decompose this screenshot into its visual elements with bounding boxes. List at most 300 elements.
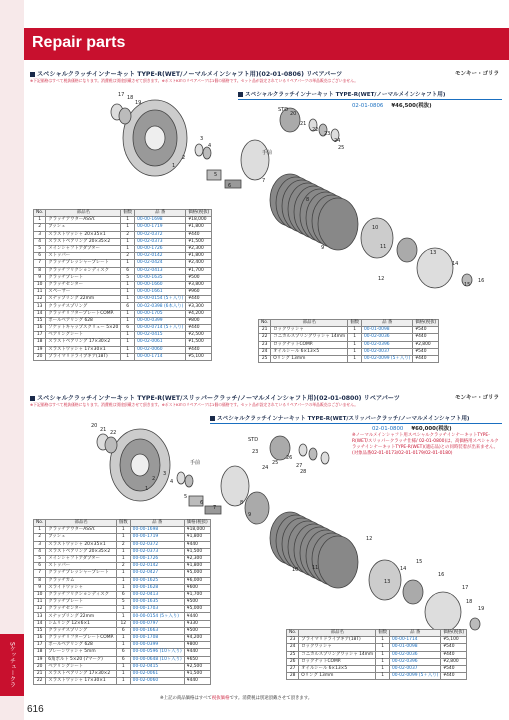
table-cell: 00-00-1628	[130, 584, 184, 591]
callout: 18	[466, 599, 473, 605]
table-cell: ¥5,000	[184, 570, 210, 577]
table-cell: ¥6,000	[184, 577, 210, 584]
callout: 10	[292, 567, 299, 573]
table-cell: 00-00-0797	[130, 620, 184, 627]
table-cell: 1	[376, 637, 390, 644]
callout: 3	[163, 471, 167, 477]
callout: 13	[384, 579, 391, 585]
table-row	[34, 548, 211, 555]
table-cell: 1	[376, 665, 390, 672]
table-cell: 8	[34, 577, 46, 584]
column-header: 価格(税抜)	[441, 630, 467, 637]
table-cell: 00-00-0648 (10ヶ入り)	[130, 656, 184, 663]
table-row	[259, 334, 439, 341]
section2-brand: モンキー・ゴリラ	[454, 395, 499, 401]
table-cell: 10	[34, 281, 46, 288]
sidebar-item-active[interactable]: Sケッチュークラ	[0, 634, 24, 696]
callout: 25	[338, 145, 345, 151]
table-cell: スナップリング 22mm	[46, 613, 117, 620]
table-cell: 00-02-0372	[130, 541, 184, 548]
table-cell: 18	[34, 649, 46, 656]
table-cell: 00-02-0142	[135, 253, 186, 260]
table-cell: 00-00-1635	[135, 274, 186, 281]
section2-note: ※下記価格はすべて税抜価格になります。消費税は別途頂戴させて頂きます。※ポストKITのリペアパーツは1個の価格です。セット品が設定されているリペアパーツの単品販売はございません。	[30, 402, 359, 407]
callout: 23	[324, 131, 331, 137]
table-cell: 17	[34, 642, 46, 649]
table-cell: 00-00-1660	[135, 281, 186, 288]
table-cell: 1	[116, 555, 130, 562]
table-cell: ¥440	[184, 649, 210, 656]
table-cell: ベアリングシート	[46, 663, 117, 670]
callout: 14	[452, 261, 459, 267]
table-cell: 6	[121, 303, 135, 310]
table-cell: 1	[116, 570, 130, 577]
table-row	[34, 599, 211, 606]
table-cell: 1	[116, 548, 130, 555]
table-cell: 00-00-1703	[130, 606, 184, 613]
section2-title: スペシャルクラッチインナーキット TYPE-R(WET/スリッパークラッチ/ノーマルメインシャフト用)(02-01-0800) リペアパーツ	[30, 393, 400, 402]
callout: 13	[430, 250, 437, 256]
column-header: 品 番	[390, 630, 441, 637]
callout: 6	[200, 500, 204, 506]
table-cell: 2	[34, 534, 46, 541]
table-cell: 1	[376, 673, 390, 680]
table-cell: 1	[34, 527, 46, 534]
table-cell: 10	[34, 591, 46, 598]
table-cell: 00-02-0060	[135, 346, 186, 353]
table-cell: 00-02-0373	[135, 238, 186, 245]
table-cell: Oリング 13mm	[299, 673, 376, 680]
callout: 19	[478, 606, 485, 612]
table-cell: クラッチカム	[46, 577, 117, 584]
table-cell: ¥500	[184, 599, 210, 606]
callout: 5	[214, 172, 218, 178]
table-cell: 00-00-0154 (5ヶ入り)	[135, 296, 186, 303]
table-cell: 00-00-0596 (10ヶ入り)	[130, 649, 184, 656]
table-cell: クラッチプレッシャープレート	[46, 260, 121, 267]
table-cell: 28	[287, 673, 299, 680]
table-cell: 00-00-1661	[135, 289, 186, 296]
table-cell: 00-00-1625	[130, 577, 184, 584]
table-cell: Oリング 13mm	[271, 355, 348, 362]
table-cell: スラストワッシャ 17×30×1	[46, 346, 121, 353]
table-cell: 00-00-1698	[135, 217, 186, 224]
table-cell: プライマリドライブギア(18T)	[299, 637, 376, 644]
callout: 19	[135, 100, 142, 106]
table-cell: ボールベアリング 628	[46, 642, 117, 649]
section2-kit-code: 02-01-0800 ¥60,000(税抜)	[372, 426, 452, 432]
table-cell: ロックナットCOMP.	[271, 341, 348, 348]
callout: 3	[200, 136, 204, 142]
table-cell: 5	[121, 274, 135, 281]
table-cell: ¥1,800	[186, 224, 212, 231]
table-cell: ¥440	[413, 355, 439, 362]
section1-brand: モンキー・ゴリラ	[454, 71, 499, 77]
table-cell: オイルシール 6×13×5	[271, 348, 348, 355]
table-cell: ¥18,000	[184, 527, 210, 534]
table-cell: 9	[34, 274, 46, 281]
table-cell: 12	[34, 296, 46, 303]
column-header: 部品名	[299, 630, 376, 637]
table-cell: 1	[116, 642, 130, 649]
table-cell: クラッチプレート	[46, 274, 121, 281]
table-cell: 6	[34, 563, 46, 570]
callout: 8	[240, 500, 244, 506]
table-cell: 1	[348, 355, 362, 362]
table-cell: ベアリングシート	[46, 332, 121, 339]
table-cell: 1	[121, 346, 135, 353]
section1-kit-code: 02-01-0806 ¥46,500(税抜)	[352, 103, 432, 109]
table-cell: 00-00-1719	[130, 534, 184, 541]
table-cell: 1	[116, 663, 130, 670]
table-cell: 19	[34, 346, 46, 353]
callout: 24	[334, 138, 341, 144]
table-cell: 20	[34, 663, 46, 670]
table-cell: 1	[121, 224, 135, 231]
table-cell: 2	[116, 541, 130, 548]
table-cell: 00-02-0413	[135, 267, 186, 274]
table-cell: ¥330	[184, 620, 210, 627]
table-cell: 1	[121, 238, 135, 245]
table-row	[34, 678, 211, 685]
table-row	[34, 527, 211, 534]
table-cell: 1	[116, 584, 130, 591]
section2-kit-title: スペシャルクラッチインナーキット TYPE-R(WET/スリッパークラッチ/ノーマルメインシャフト用)	[210, 414, 469, 422]
table-row	[34, 649, 211, 656]
table-cell: 1	[121, 317, 135, 324]
table-cell: ¥440	[184, 678, 210, 685]
table-cell: 00-00-1708	[130, 635, 184, 642]
table-row	[34, 534, 211, 541]
table-cell: 2	[34, 224, 46, 231]
table-cell: 1	[121, 245, 135, 252]
callout: 17	[118, 92, 125, 98]
table-cell: 00-02-0396	[362, 341, 413, 348]
table-cell: 00-02-0372	[135, 231, 186, 238]
table-cell: 1	[121, 281, 135, 288]
callout: 7	[213, 505, 217, 511]
table-row	[34, 260, 212, 267]
column-header: 品 番	[130, 520, 184, 527]
table-cell: 6	[116, 649, 130, 656]
table-cell: 15	[34, 627, 46, 634]
callout: 27	[296, 463, 303, 469]
table-cell: コニカルスプリングワッシャ 14mm	[271, 334, 348, 341]
table-header-row	[34, 210, 212, 217]
table-cell: 1	[116, 606, 130, 613]
table-cell: 5	[34, 555, 46, 562]
section2-parts-table-b	[286, 629, 467, 680]
table-cell: クラッチリフタープレートCOMP.	[46, 310, 121, 317]
table-cell: クラッチアウターASSY.	[46, 217, 121, 224]
table-cell: ¥500	[186, 274, 212, 281]
table-cell: ¥540	[413, 327, 439, 334]
table-row	[34, 642, 211, 649]
table-row	[34, 317, 212, 324]
table-cell: 6	[116, 656, 130, 663]
table-cell: スラストワッシャ 20×35×1	[46, 231, 121, 238]
table-cell: 00-02-0099 (5ヶ入り)	[390, 673, 441, 680]
callout: STD	[278, 107, 289, 113]
table-header-row	[287, 630, 467, 637]
callout: 21	[100, 427, 107, 433]
callout: 11	[312, 565, 319, 571]
table-cell: クラッチスプリング	[46, 303, 121, 310]
table-cell: 00-00-0399	[135, 317, 186, 324]
table-cell: 00-00-1663	[130, 627, 184, 634]
table-cell: 20	[34, 353, 46, 360]
callout: 16	[438, 572, 445, 578]
table-cell: 00-02-0037	[362, 348, 413, 355]
table-cell: スラストベアリング 20×35×2	[46, 238, 121, 245]
table-cell: ¥1,700	[184, 591, 210, 598]
table-cell: 00-00-1635	[130, 599, 184, 606]
table-cell: 00-02-0415	[130, 663, 184, 670]
table-cell: 6	[116, 591, 130, 598]
table-cell: ¥440	[184, 541, 210, 548]
table-cell: 00-02-0099 (5ヶ入り)	[362, 355, 413, 362]
table-cell: スラストベアリング 17×30×2	[46, 339, 121, 346]
callout: 28	[300, 469, 307, 475]
table-cell: スラストベアリング 17×30×2	[46, 670, 117, 677]
table-row	[259, 348, 439, 355]
table-cell: 00-00-1726	[135, 245, 186, 252]
table-cell: 00-00-1719	[135, 224, 186, 231]
table-cell: 16	[34, 635, 46, 642]
table-cell: 00-01-0098	[390, 644, 441, 651]
table-cell: 18	[34, 339, 46, 346]
table-cell: 4	[34, 238, 46, 245]
table-cell: 11	[34, 599, 46, 606]
table-cell: 14	[34, 310, 46, 317]
callout: 15	[464, 282, 471, 288]
table-cell: 00-02-0142	[130, 563, 184, 570]
callout: 25	[272, 460, 279, 466]
table-cell: ¥540	[441, 644, 467, 651]
table-cell: プレーンワッシャ 5mm	[46, 649, 117, 656]
table-cell: 24	[287, 644, 299, 651]
table-cell: 25	[259, 355, 271, 362]
table-cell: 23	[259, 341, 271, 348]
callout: 手前	[190, 460, 201, 466]
section1-note: ※下記価格はすべて税抜価格になります。消費税は別途頂戴させて頂きます。※ポストKITのリペアパーツは1個の価格です。セット品が設定されているリペアパーツの単品販売はございません。	[30, 78, 359, 83]
column-header: 個数	[116, 520, 130, 527]
table-cell: ブッシュ	[46, 534, 117, 541]
table-row	[287, 644, 467, 651]
table-row	[34, 346, 212, 353]
callout: 1	[172, 163, 176, 169]
table-cell: 24	[259, 348, 271, 355]
section2-compat-note: ※ノーマルメインシャフト用スペシャルクラッチインナーキットTYPE-R(WET/スリッパークラッチ仕様/ 02-01-0800)は、高価格用スペシャルクラッチインナーキットTYPE-R(WET)(適応品)との同時装着が出来ません。(対象品番02-01-0173/02-01-0179/02-01-0180)	[352, 433, 499, 456]
table-cell: 1	[121, 217, 135, 224]
table-cell: 23	[287, 637, 299, 644]
table-cell: 6	[116, 627, 130, 634]
table-cell: クラッチアウターASSY.	[46, 527, 117, 534]
table-cell: クラッチセンター	[46, 606, 117, 613]
table-cell: 25	[287, 651, 299, 658]
table-cell: ¥5,100	[186, 353, 212, 360]
table-row	[34, 281, 212, 288]
table-cell: 5	[116, 599, 130, 606]
section2-parts-table	[33, 519, 211, 685]
table-row	[287, 658, 467, 665]
table-cell: ¥440	[441, 651, 467, 658]
table-cell: 14	[34, 620, 46, 627]
table-cell: ボールベアリング 628	[46, 317, 121, 324]
table-row	[34, 267, 212, 274]
table-cell: 00-02-0061	[135, 339, 186, 346]
table-cell: 16	[34, 325, 46, 332]
table-cell: コニカルスプリングワッシャ 14mm	[299, 651, 376, 658]
table-cell: クラッチプレッシャープレート	[46, 570, 117, 577]
table-cell: ¥1,500	[184, 548, 210, 555]
table-cell: ¥3,800	[186, 281, 212, 288]
table-row	[34, 310, 212, 317]
callout: 26	[286, 455, 293, 461]
table-cell: 21	[34, 670, 46, 677]
table-cell: 00-02-0413	[130, 591, 184, 598]
callout: 15	[416, 559, 423, 565]
table-cell: 00-00-1726	[130, 555, 184, 562]
table-row	[34, 541, 211, 548]
table-cell: ¥440	[186, 346, 212, 353]
table-row	[34, 627, 211, 634]
table-cell: メインシャフトアダプター	[46, 555, 117, 562]
table-cell: 00-00-1698	[130, 527, 184, 534]
section1-title: スペシャルクラッチインナーキット TYPE-R(WET/ノーマルメインシャフト用)(02-01-0806) リペアパーツ	[30, 69, 342, 78]
table-cell: 00-00-1705	[135, 310, 186, 317]
table-cell: ¥2,800	[413, 341, 439, 348]
table-cell: 00-00-0399	[130, 642, 184, 649]
callout: 1	[145, 486, 149, 492]
table-row	[34, 577, 211, 584]
table-cell: 1	[121, 310, 135, 317]
table-cell: ¥2,300	[186, 245, 212, 252]
table-cell: 13	[34, 303, 46, 310]
table-cell: 26	[287, 658, 299, 665]
table-row	[34, 296, 212, 303]
table-row	[34, 656, 211, 663]
table-cell: 6	[121, 267, 135, 274]
table-cell: ¥800	[184, 642, 210, 649]
table-cell: ¥800	[186, 317, 212, 324]
table-cell: 9	[34, 584, 46, 591]
table-cell: 00-02-0415	[135, 332, 186, 339]
table-cell: ¥1,500	[184, 670, 210, 677]
column-header: 価格(税抜)	[184, 520, 210, 527]
section1-parts-table	[33, 209, 212, 361]
table-cell: 1	[348, 334, 362, 341]
table-row	[34, 606, 211, 613]
table-cell: ¥440	[186, 231, 212, 238]
table-cell: 6	[121, 325, 135, 332]
table-cell: ¥4,200	[186, 310, 212, 317]
table-cell: 12	[34, 606, 46, 613]
table-cell: 5	[34, 245, 46, 252]
table-row	[34, 670, 211, 677]
table-row	[34, 570, 211, 577]
table-cell: ¥960	[186, 289, 212, 296]
table-cell: 00-02-0060	[130, 678, 184, 685]
table-cell: 00-00-1714	[390, 637, 441, 644]
table-cell: 1	[116, 534, 130, 541]
sidebar-tab[interactable]	[2, 70, 22, 110]
table-row	[34, 353, 212, 360]
table-cell: ¥440	[184, 613, 210, 620]
table-cell: ロックナットCOMP.	[299, 658, 376, 665]
table-cell: 3	[34, 541, 46, 548]
table-cell: ¥440	[186, 296, 212, 303]
table-row	[34, 613, 211, 620]
table-row	[287, 665, 467, 672]
table-cell: ¥440	[441, 673, 467, 680]
table-cell: ¥1,800	[186, 253, 212, 260]
table-cell: 00-02-0424	[135, 260, 186, 267]
table-cell: 1	[34, 217, 46, 224]
table-row	[34, 591, 211, 598]
table-cell: 00-01-0098	[362, 327, 413, 334]
table-cell: ¥4,200	[184, 635, 210, 642]
table-row	[34, 563, 211, 570]
table-cell: クラッチセンター	[46, 281, 121, 288]
table-cell: 00-02-0427	[130, 570, 184, 577]
table-cell: ¥440	[413, 334, 439, 341]
table-cell: 19	[34, 656, 46, 663]
table-cell: ¥1,800	[184, 534, 210, 541]
table-row	[34, 253, 212, 260]
table-row	[34, 663, 211, 670]
table-cell: 1	[116, 527, 130, 534]
table-cell: ¥2,500	[186, 332, 212, 339]
column-header: 価格(税抜)	[186, 210, 212, 217]
table-cell: 1	[121, 260, 135, 267]
table-cell: 00-02-0036	[390, 651, 441, 658]
table-cell: ¥540	[441, 665, 467, 672]
table-row	[287, 673, 467, 680]
table-cell: 12	[116, 620, 130, 627]
table-cell: ロックワッシャ	[299, 644, 376, 651]
table-cell: 1	[116, 635, 130, 642]
table-row	[34, 303, 212, 310]
callout: 6	[228, 183, 232, 189]
table-cell: 1	[116, 670, 130, 677]
table-cell: スペーサー	[46, 289, 121, 296]
table-row	[34, 224, 212, 231]
table-cell: 1	[348, 341, 362, 348]
table-cell: 22	[259, 334, 271, 341]
table-cell: 1	[121, 332, 135, 339]
table-cell: ¥1,800	[184, 563, 210, 570]
column-header: No.	[34, 210, 46, 217]
table-cell: ¥1,500	[186, 339, 212, 346]
table-cell: スライドワッシャ	[46, 584, 117, 591]
table-row	[259, 341, 439, 348]
table-cell: 1	[121, 296, 135, 303]
table-cell: クラッチリフタープレートCOMP.	[46, 635, 117, 642]
table-cell: スラストワッシャ 20×35×1	[46, 541, 117, 548]
table-cell: ¥1,700	[186, 267, 212, 274]
table-cell: 00-00-0154 (5ヶ入り)	[130, 613, 184, 620]
table-cell: 4	[34, 548, 46, 555]
table-cell: ¥2,800	[441, 658, 467, 665]
column-header: 部品名	[271, 320, 348, 327]
callout: 8	[306, 197, 310, 203]
page-header	[24, 28, 509, 60]
callout: 20	[290, 111, 297, 117]
table-cell: 27	[287, 665, 299, 672]
callout: 11	[380, 244, 387, 250]
table-cell: ¥3,300	[186, 303, 212, 310]
